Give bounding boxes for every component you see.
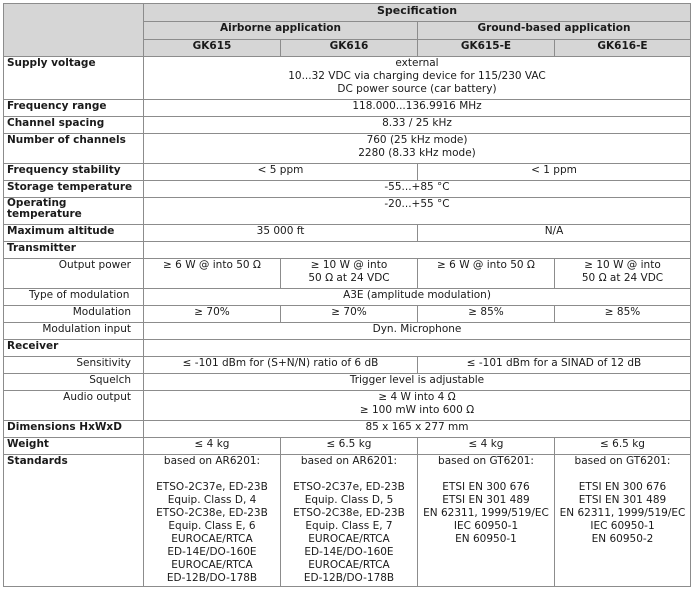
row-label-operating-temperature: Operating temperature (4, 198, 144, 225)
standards-gk615e-line: IEC 60950-1 (453, 520, 519, 532)
transmitter-empty (144, 242, 691, 259)
weight-gk616: ≤ 6.5 kg (281, 438, 418, 455)
table-row (4, 117, 691, 134)
weight-gk615: ≤ 4 kg (144, 438, 281, 455)
supply-voltage-value (144, 57, 691, 100)
standards-gk616e-line: EN 62311, 1999/519/EC (559, 507, 686, 519)
table-row (4, 164, 691, 181)
standards-gk615-line: Equip. Class E, 6 (168, 520, 256, 532)
row-label-squelch: Squelch (4, 374, 144, 391)
standards-gk616-line: ETSO-2C38e, ED-23B (293, 507, 405, 519)
standards-gk615-line: ED-14E/DO-160E (167, 546, 257, 558)
model-gk615: GK615 (144, 40, 281, 57)
specification-table (3, 3, 691, 587)
standards-gk616-line: EUROCAE/RTCA (308, 533, 390, 545)
row-label-maximum-altitude: Maximum altitude (4, 225, 144, 242)
table-row (4, 374, 691, 391)
row-label-standards: Standards (4, 455, 144, 587)
maximum-altitude-airborne: 35 000 ft (144, 225, 418, 242)
standards-gk616e-line: EN 60950-2 (591, 533, 654, 545)
audio-output-value (144, 391, 691, 421)
row-label-channel-spacing: Channel spacing (4, 117, 144, 134)
operating-temperature-value: -20...+55 °C (144, 198, 691, 225)
table-row (4, 57, 691, 100)
type-modulation-value: A3E (amplitude modulation) (144, 289, 691, 306)
row-label-frequency-range: Frequency range (4, 100, 144, 117)
table-row (4, 134, 691, 164)
table-row (4, 455, 691, 587)
standards-gk616e (555, 455, 691, 587)
standards-gk616-gap (284, 468, 414, 481)
frequency-stability-ground: < 1 ppm (418, 164, 691, 181)
standards-gk615e-line: ETSI EN 300 676 (442, 481, 530, 493)
table-row (4, 225, 691, 242)
output-power-gk616 (281, 259, 418, 289)
model-gk615e: GK615-E (418, 40, 555, 57)
standards-gk616-line: ED-12B/DO-178B (303, 572, 395, 584)
row-label-modulation: Modulation (4, 306, 144, 323)
number-channels-value (144, 134, 691, 164)
header-corner (4, 4, 144, 57)
audio-line-2: ≥ 100 mW into 600 Ω (359, 404, 475, 416)
standards-gk616-line: based on AR6201: (300, 455, 398, 467)
row-label-audio-output: Audio output (4, 391, 144, 421)
sensitivity-ground: ≤ -101 dBm for a SINAD of 12 dB (418, 357, 691, 374)
frequency-range-value: 118.000...136.9916 MHz (144, 100, 691, 117)
receiver-empty (144, 340, 691, 357)
modulation-gk616e: ≥ 85% (555, 306, 691, 323)
output-power-gk616e-line-2: 50 Ω at 24 VDC (581, 272, 664, 284)
row-label-frequency-stability: Frequency stability (4, 164, 144, 181)
modulation-gk615e: ≥ 85% (418, 306, 555, 323)
table-row (4, 259, 691, 289)
output-power-gk616-line-2: 50 Ω at 24 VDC (308, 272, 390, 284)
standards-gk616e-line: based on GT6201: (574, 455, 671, 467)
standards-gk615e (418, 455, 555, 587)
row-label-dimensions: Dimensions HxWxD (4, 421, 144, 438)
standards-gk615-gap (147, 468, 277, 481)
standards-gk616-line: ED-14E/DO-160E (304, 546, 394, 558)
section-receiver: Receiver (4, 340, 144, 357)
sensitivity-airborne: ≤ -101 dBm for (S+N/N) ratio of 6 dB (144, 357, 418, 374)
table-row (4, 198, 691, 225)
standards-gk616e-gap (558, 468, 687, 481)
row-label-weight: Weight (4, 438, 144, 455)
standards-gk615-line: Equip. Class D, 4 (167, 494, 257, 506)
row-label-supply-voltage: Supply voltage (4, 57, 144, 100)
table-row (4, 323, 691, 340)
standards-gk615 (144, 455, 281, 587)
channels-line-2: 2280 (8.33 kHz mode) (358, 147, 476, 159)
standards-gk615-line: EUROCAE/RTCA (171, 559, 253, 571)
standards-gk615-line: ETSO-2C38e, ED-23B (156, 507, 268, 519)
storage-temperature-value: -55...+85 °C (144, 181, 691, 198)
standards-gk615e-line: based on GT6201: (438, 455, 534, 467)
standards-gk616-line: Equip. Class E, 7 (305, 520, 393, 532)
channel-spacing-value: 8.33 / 25 kHz (144, 117, 691, 134)
modulation-input-value: Dyn. Microphone (144, 323, 691, 340)
model-gk616e: GK616-E (555, 40, 691, 57)
standards-gk616-line: EUROCAE/RTCA (308, 559, 390, 571)
row-label-storage-temperature: Storage temperature (4, 181, 144, 198)
dimensions-value: 85 x 165 x 277 mm (144, 421, 691, 438)
supply-line-2: 10...32 VDC via charging device for 115/230 VAC (288, 70, 546, 82)
table-row (4, 340, 691, 357)
row-label-number-channels: Number of channels (4, 134, 144, 164)
channels-line-1: 760 (25 kHz mode) (366, 134, 468, 146)
airborne-header: Airborne application (144, 22, 418, 40)
table-row (4, 100, 691, 117)
row-label-type-modulation: Type of modulation (4, 289, 144, 306)
table-row (4, 391, 691, 421)
standards-gk615-line: ETSO-2C37e, ED-23B (156, 481, 268, 493)
squelch-value: Trigger level is adjustable (144, 374, 691, 391)
standards-gk615e-line: ETSI EN 301 489 (442, 494, 530, 506)
output-power-gk615e: ≥ 6 W @ into 50 Ω (418, 259, 555, 289)
table-row (4, 357, 691, 374)
weight-gk615e: ≤ 4 kg (418, 438, 555, 455)
section-transmitter: Transmitter (4, 242, 144, 259)
standards-gk615e-line: EN 60950-1 (455, 533, 517, 545)
frequency-stability-airborne: < 5 ppm (144, 164, 418, 181)
output-power-gk616e-line-1: ≥ 10 W @ into (584, 259, 661, 271)
table-row (4, 306, 691, 323)
table-row (4, 289, 691, 306)
maximum-altitude-ground: N/A (418, 225, 691, 242)
table-row (4, 181, 691, 198)
row-label-output-power: Output power (4, 259, 144, 289)
standards-gk615e-line: EN 62311, 1999/519/EC (423, 507, 549, 519)
model-gk616: GK616 (281, 40, 418, 57)
row-label-sensitivity: Sensitivity (4, 357, 144, 374)
standards-gk615-line: ED-12B/DO-178B (166, 572, 258, 584)
table-row (4, 421, 691, 438)
standards-gk616e-line: ETSI EN 301 489 (578, 494, 667, 506)
standards-gk615-line: based on AR6201: (163, 455, 261, 467)
standards-gk616e-line: ETSI EN 300 676 (578, 481, 667, 493)
standards-gk616-line: Equip. Class D, 5 (304, 494, 394, 506)
ground-header: Ground-based application (418, 22, 691, 40)
audio-line-1: ≥ 4 W into 4 Ω (378, 391, 456, 403)
supply-line-1: external (395, 57, 439, 69)
output-power-gk616e (555, 259, 691, 289)
standards-gk616-line: ETSO-2C37e, ED-23B (293, 481, 405, 493)
modulation-gk616: ≥ 70% (281, 306, 418, 323)
supply-line-3: DC power source (car battery) (337, 83, 497, 95)
standards-gk615e-gap (421, 468, 551, 481)
output-power-gk615: ≥ 6 W @ into 50 Ω (144, 259, 281, 289)
standards-gk615-line: EUROCAE/RTCA (171, 533, 253, 545)
table-row (4, 438, 691, 455)
row-label-modulation-input: Modulation input (4, 323, 144, 340)
standards-gk616 (281, 455, 418, 587)
modulation-gk615: ≥ 70% (144, 306, 281, 323)
spec-title: Specification (144, 4, 691, 22)
standards-gk616e-line: IEC 60950-1 (590, 520, 655, 532)
output-power-gk616-line-1: ≥ 10 W @ into (310, 259, 388, 271)
weight-gk616e: ≤ 6.5 kg (555, 438, 691, 455)
table-row (4, 242, 691, 259)
